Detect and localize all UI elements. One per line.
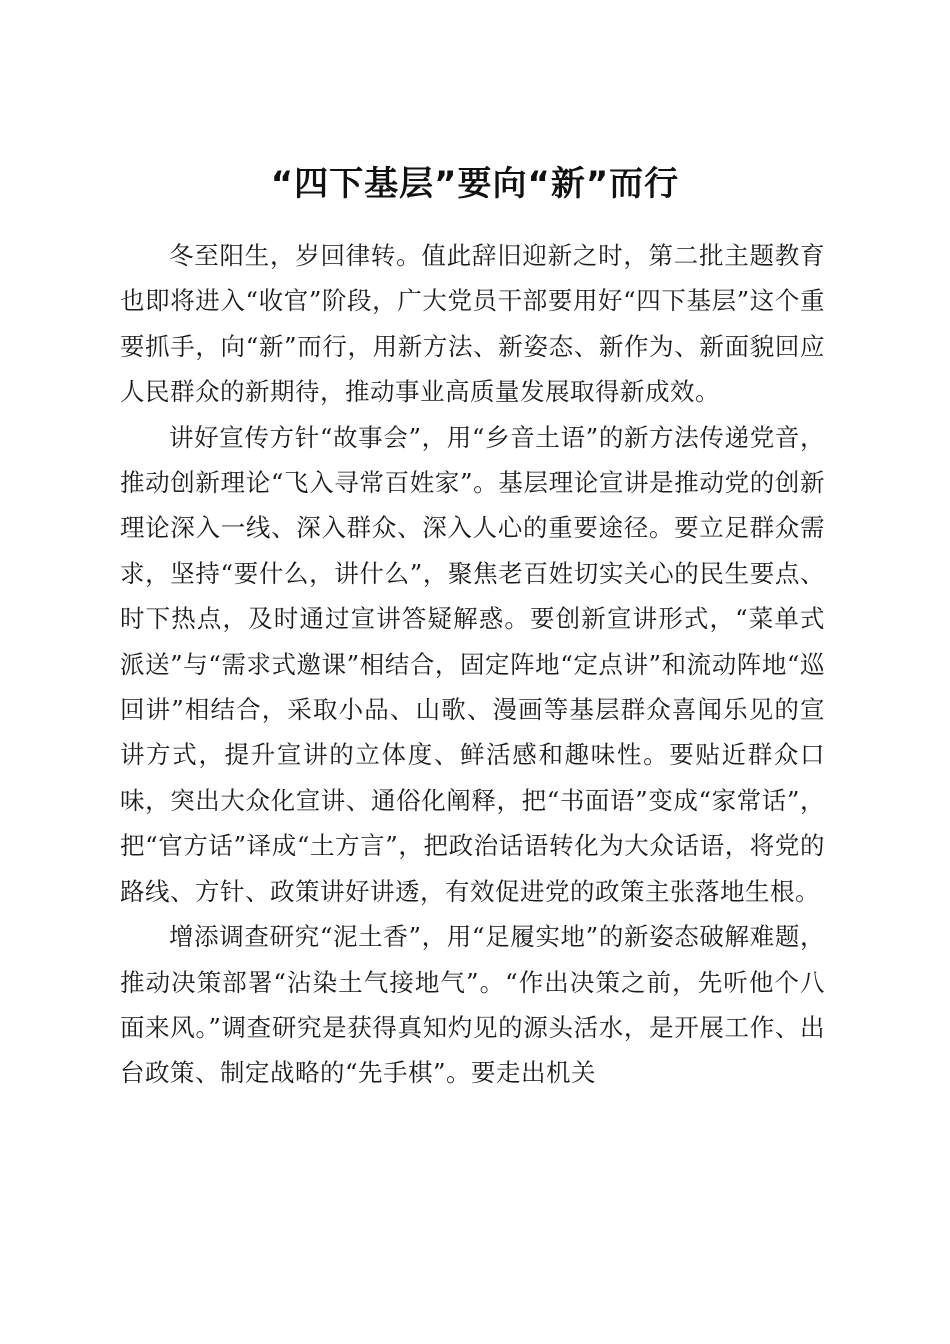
document-body — [120, 233, 825, 1096]
paragraph-2: 讲好宣传方针“故事会”，用“乡音土语”的新方法传递党音，推动创新理论“飞入寻常百姓家”。基层理论宣讲是推动党的创新理论深入一线、深入群众、深入人心的重要途径。要立足群众需求，坚持“要什么，讲什么”，聚焦老百姓切实关心的民生要点、时下热点，及时通过宣讲答疑解惑。要创新宣讲形式，“菜单式派送”与“需求式邀课”相结合，固定阵地“定点讲”和流动阵地“巡回讲”相结合，采取小品、山歌、漫画等基层群众喜闻乐见的宣讲方式，提升宣讲的立体度、鲜活感和趣味性。要贴近群众口味，突出大众化宣讲、通俗化阐释，把“书面语”变成“家常话”，把“官方话”译成“土方言”，把政治话语转化为大众话语，将党的路线、方针、政策讲好讲透，有效促进党的政策主张落地生根。 — [120, 422, 825, 906]
paragraph-3: 增添调查研究“泥土香”，用“足履实地”的新姿态破解难题，推动决策部署“沾染土气接地气”。“作出决策之前，先听他个八面来风。”调查研究是获得真知灼见的源头活水，是开展工作、出台政策、制定战略的“先手棋”。要走出机关 — [120, 922, 825, 1088]
paragraph-1: 冬至阳生，岁回律转。值此辞旧迎新之时，第二批主题教育也即将进入“收官”阶段，广大党员干部要用好“四下基层”这个重要抓手，向“新”而行，用新方法、新姿态、新作为、新面貌回应人民群众的新期待，推动事业高质量发展取得新成效。 — [120, 241, 825, 407]
document-title: “四下基层”要向“新”而行 — [270, 163, 680, 204]
